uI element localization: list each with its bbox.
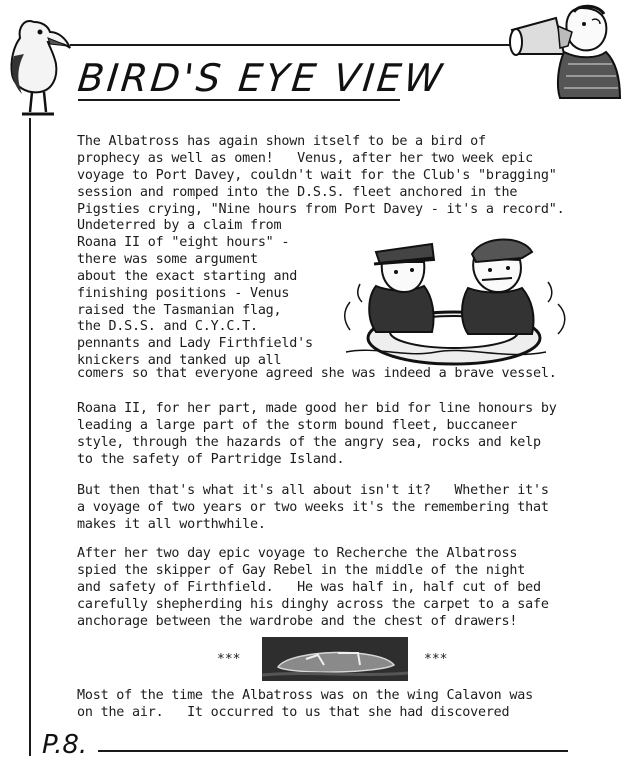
separator-left: *** <box>217 652 241 667</box>
paragraph-1: The Albatross has again shown itself to be a bird of prophecy as well as omen! Venus, after her two week epic voyage to Port Davey, couldn't wait for the Club's "bragging" session and romped into the D.S.S. fleet anchored in the Pigsties crying, "Nine hours from Port Davey - it's a record". <box>77 134 565 217</box>
page-title: BIRD'S EYE VIEW <box>75 56 447 100</box>
page-number: P.8. <box>42 730 88 760</box>
paragraph-2-last-line: comers so that everyone agreed she was indeed a brave vessel. <box>77 366 557 381</box>
boat-photo <box>262 637 408 681</box>
paragraph-6: Most of the time the Albatross was on the wing Calavon was on the air. It occurred to us that she had discovered <box>77 688 533 720</box>
paragraph-5: After her two day epic voyage to Recherche the Albatross spied the skipper of Gay Rebel in the middle of the night and safety of Firthfield. He was half in, half cut of bed carefully shepherding his dinghy across the carpet to a safe anchorage between the wardrobe and the chest of drawers! <box>77 546 549 629</box>
bottom-rule <box>98 750 568 752</box>
paragraph-3: Roana II, for her part, made good her bid for line honours by leading a large part of the storm bound fleet, buccaneer style, through the hazards of the angry sea, rocks and kelp to the safety of Partridge Island. <box>77 401 557 467</box>
left-rule <box>29 118 31 756</box>
separator-right: *** <box>424 652 448 667</box>
paragraph-2: Undeterred by a claim from Roana II of "eight hours" - there was some argument about the exact starting and finishing positions - Venus raised the Tasmanian flag, the D.S.S. and C.Y.C.T. pennants and Lady Firthfield's knickers and tanked up all <box>77 218 313 369</box>
megaphone-man-icon <box>508 2 622 100</box>
seagull-icon <box>4 8 74 120</box>
top-rule <box>70 44 510 46</box>
sailors-in-lifebuoy-illustration <box>336 222 574 372</box>
paragraph-4: But then that's what it's all about isn't it? Whether it's a voyage of two years or two weeks it's the remembering that makes it all worthwhile. <box>77 483 549 532</box>
